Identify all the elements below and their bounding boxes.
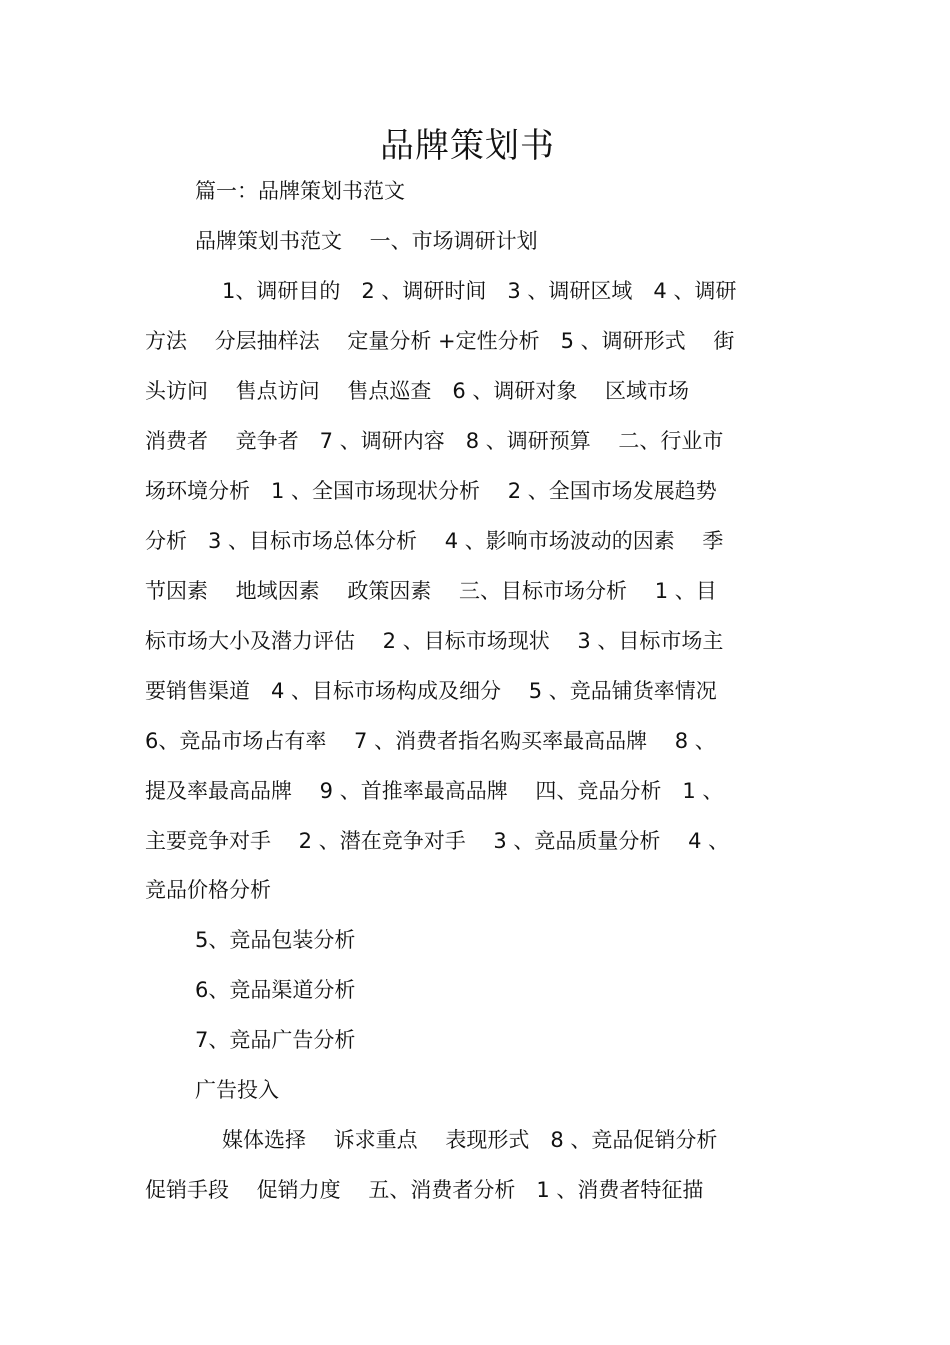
text-line-5: 头访问 售点访问 售点巡查 6 、调研对象 区域市场 [145,379,690,403]
document-title: 品牌策划书 [380,126,555,166]
text-line-16: 5、竞品包装分析 [195,928,356,952]
text-line-15: 竞品价格分析 [145,878,271,902]
text-line-20: 媒体选择 诉求重点 表现形式 8 、竞品促销分析 [222,1128,718,1152]
text-line-8: 分析 3 、目标市场总体分析 4 、影响市场波动的因素 季 [145,529,724,553]
text-line-12: 6、竞品市场占有率 7 、消费者指名购买率最高品牌 8 、 [145,729,716,753]
text-line-10: 标市场大小及潜力评估 2 、目标市场现状 3 、目标市场主 [145,629,724,653]
text-line-19: 广告投入 [195,1078,279,1102]
text-line-11: 要销售渠道 4 、目标市场构成及细分 5 、竞品铺货率情况 [145,679,717,703]
text-line-13: 提及率最高品牌 9 、首推率最高品牌 四、竞品分析 1 、 [145,779,724,803]
text-line-18: 7、竞品广告分析 [195,1028,356,1052]
text-line-3: 1、调研目的 2 、调研时间 3 、调研区域 4 、调研 [222,279,737,303]
text-line-6: 消费者 竞争者 7 、调研内容 8 、调研预算 二、行业市 [145,429,724,453]
text-line-1: 篇一：品牌策划书范文 [195,179,405,203]
text-line-2: 品牌策划书范文 一、市场调研计划 [195,229,538,253]
text-line-14: 主要竞争对手 2 、潜在竞争对手 3 、竞品质量分析 4 、 [145,829,730,853]
text-line-21: 促销手段 促销力度 五、消费者分析 1 、消费者特征描 [145,1178,704,1202]
text-line-4: 方法 分层抽样法 定量分析 +定性分析 5 、调研形式 街 [145,329,735,353]
text-line-17: 6、竞品渠道分析 [195,978,356,1002]
text-line-9: 节因素 地域因素 政策因素 三、目标市场分析 1 、目 [145,579,717,603]
text-line-7: 场环境分析 1 、全国市场现状分析 2 、全国市场发展趋势 [145,479,717,503]
